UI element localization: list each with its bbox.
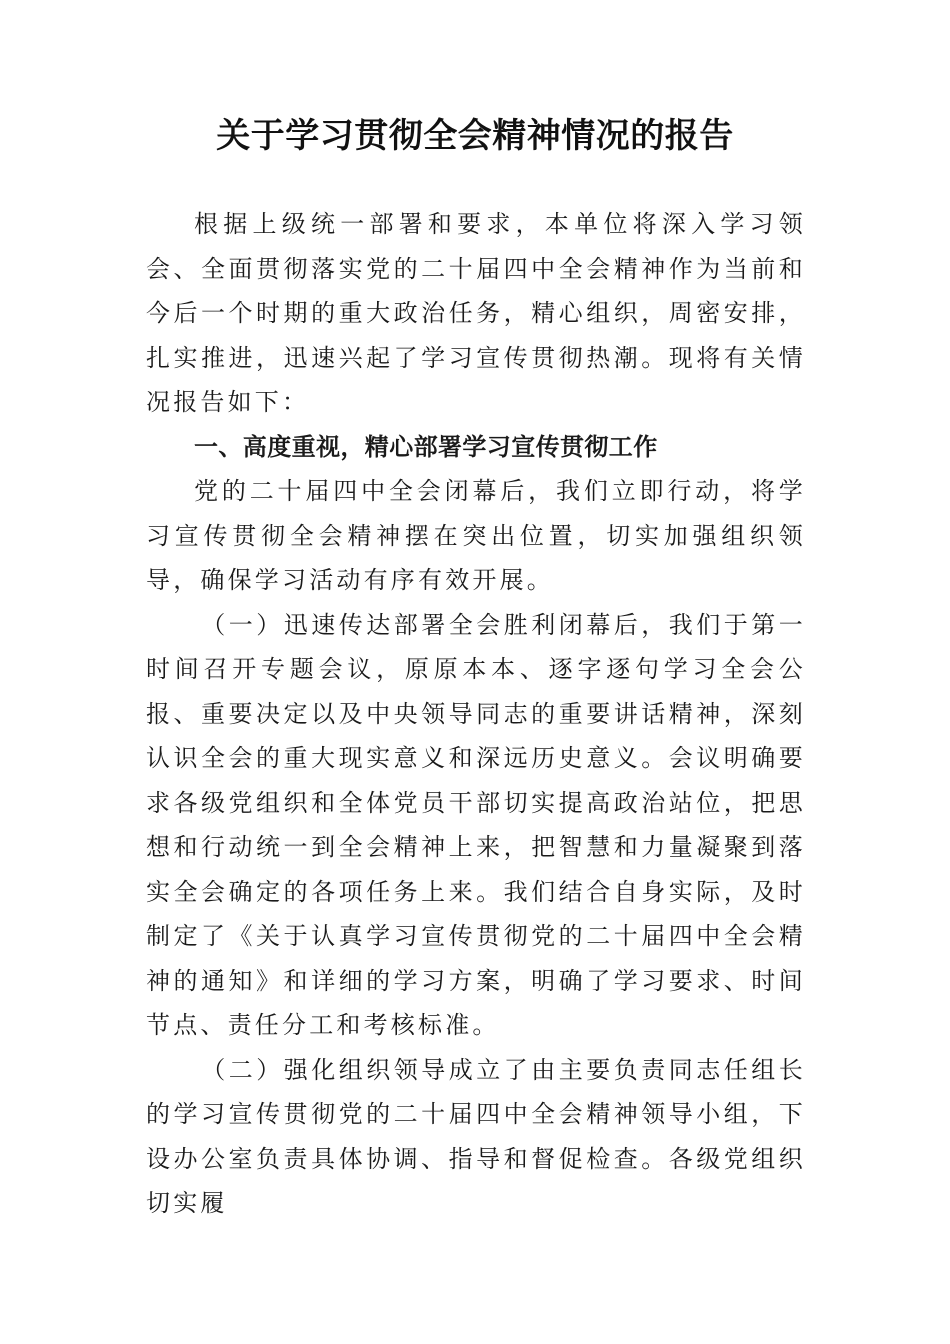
intro-paragraph: 根据上级统一部署和要求，本单位将深入学习领会、全面贯彻落实党的二十届四中全会精神作为当前和今后一个时期的重大政治任务，精心组织，周密安排，扎实推进，迅速兴起了学习宣传贯彻热潮。现将有关情况报告如下： <box>146 210 806 416</box>
subsection-2-paragraph: （二）强化组织领导成立了由主要负责同志任组长的学习宣传贯彻党的二十届四中全会精神领导小组，下设办公室负责具体协调、指导和督促检查。各级党组织切实履 <box>146 1055 806 1217</box>
document-title: 关于学习贯彻全会精神情况的报告 <box>216 116 734 156</box>
document-body <box>146 202 806 1226</box>
section-heading-1: 一、高度重视，精心部署学习宣传贯彻工作 <box>194 432 658 461</box>
section-1-paragraph: 党的二十届四中全会闭幕后，我们立即行动，将学习宣传贯彻全会精神摆在突出位置，切实加强组织领导，确保学习活动有序有效开展。 <box>146 477 806 594</box>
subsection-1-paragraph: （一）迅速传达部署全会胜利闭幕后，我们于第一时间召开专题会议，原原本本、逐字逐句学习全会公报、重要决定以及中央领导同志的重要讲话精神，深刻认识全会的重大现实意义和深远历史意义。会议明确要求各级党组织和全体党员干部切实提高政治站位，把思想和行动统一到全会精神上来，把智慧和力量凝聚到落实全会确定的各项任务上来。我们结合自身实际，及时制定了《关于认真学习宣传贯彻党的二十届四中全会精神的通知》和详细的学习方案，明确了学习要求、时间节点、责任分工和考核标准。 <box>146 610 806 1039</box>
